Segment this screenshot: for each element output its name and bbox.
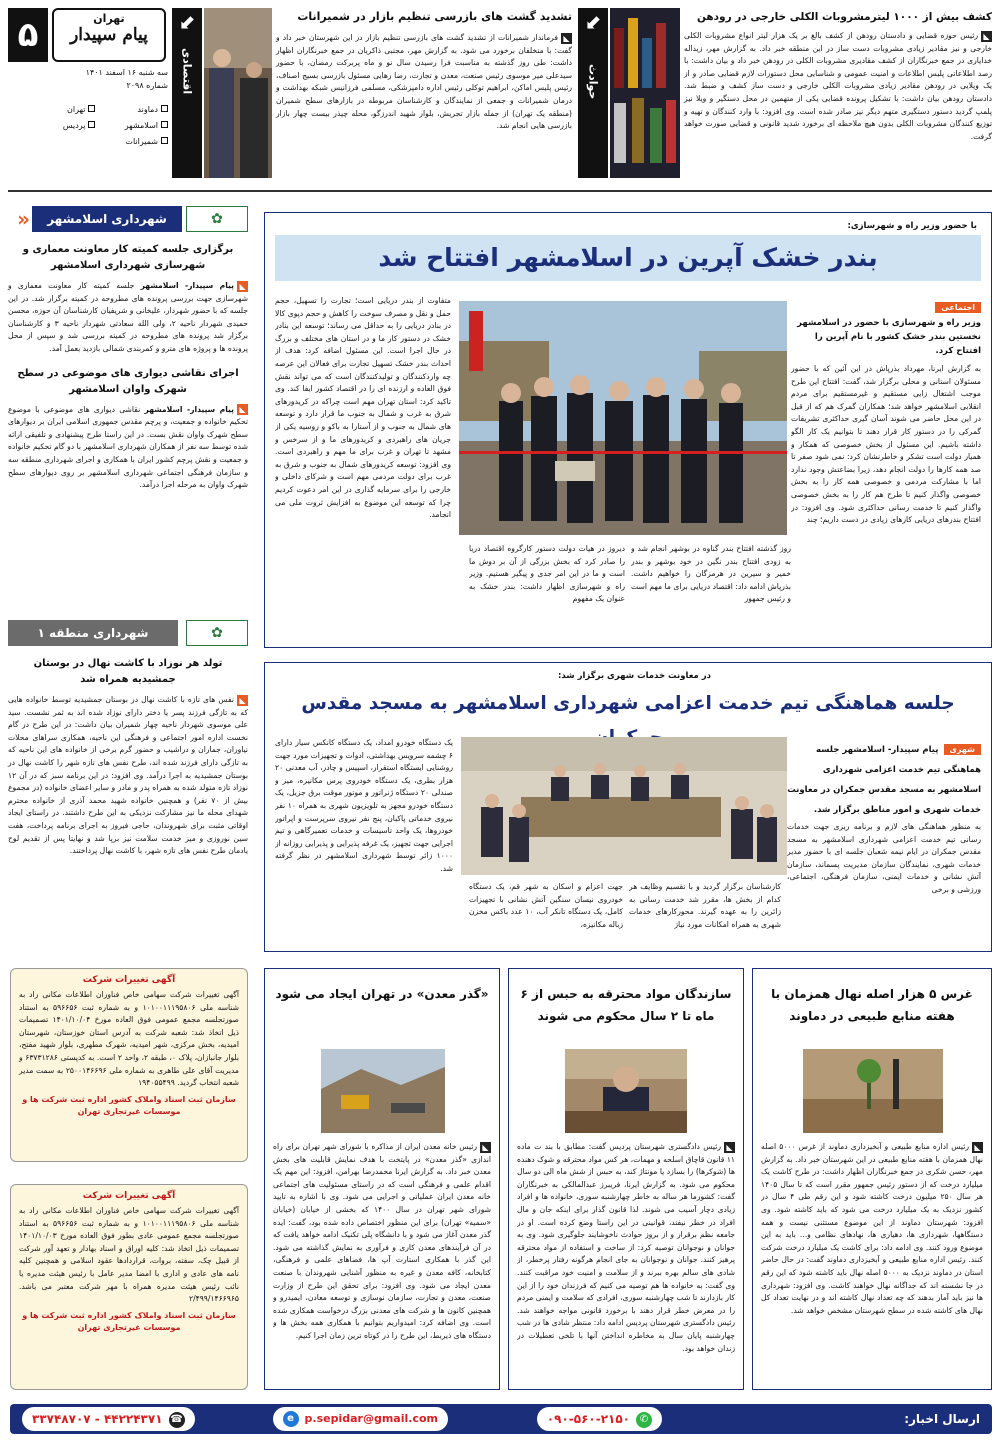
- footer-email[interactable]: e p.sepidar@gmail.com: [273, 1407, 448, 1431]
- phone-icon: ☎: [169, 1412, 185, 1428]
- story-saplings-damavand: غرس ۵ هزار اصله نهال همزمان با هفته منابع طبیعی در دماوند ◣رئیس اداره منابع طبیعی و آبخیزداری دماوند از غرس ۵۰۰۰ اصله نهال همزمان با هفته منابع طبیعی در این شهرستان خبر داد. به گزارش مهر، حسن شکری در جمع خبرنگاران اظهار داشت: در طرح کاشت یک میلیارد درخت که از دستور رئیس جمهور مقرر است که تا سال ۱۴۰۵ هر سال ۲۵۰ میلیون درخت کاشته شود و این رقم طی ۴ سال در کشور نزدیک به یک میلیارد درخت می شود که باید کاشته شود. وی افزود: شهرستان دماوند از این موضوع مستثنی نیست و همه دستگاهها، شهرداری ها، دهیاری ها، نهادهای نظامی و... باید به این موضوع ورود کنند. وی ادامه داد: برای کاشت یک میلیارد درخت شرکت کنند. رئیس اداره منابع طبیعی و آبخیزداری دماوند گفت: در حال حاضر استان در دماوند نزدیک به ۵۰۰۰ اصله نهال باید کاشته شود که این رقم در جا نشسته اند که جداگانه نهال خواهند کاشت. وی افزود: شهرداری ها نیز باید آمار بدهند که چه تعداد نهال کاشته اند و در نهایت تعداد کل نهال های کاشته شده در سطح شهرستان مشخص خواهد شد.: [752, 968, 992, 1390]
- story-bullet-icon: ◣: [480, 1142, 491, 1153]
- sapling-planting-photo: [803, 1049, 943, 1133]
- jamkaran-meeting-photo: [461, 737, 787, 875]
- issue-date: سه شنبه ۱۶ اسفند ۱۴۰۱: [85, 68, 168, 77]
- ad-title: آگهی تغییرات شرکت: [82, 1191, 176, 1201]
- sidebar-islamshahr: « شهرداری اسلامشهر ✿ برگزاری جلسه کمیته کار معاونت معماری و شهرسازی شهرداری اسلامشهر ◣پیام سپیدار- اسلامشهر جلسه کمیته کار معاونت معماری و شهرسازی جهت بررسی پرونده های مطروحه در کمیته برگزار شد. در این جلسه که با حضور شهردار، علیخانی و شریفیان کارشناسان آن حوزه، محسن حمیدی شهردار ناحیه ۲، ولی الله سعادتی شهردار ناحیه ۳ و کارشناسان برگزار شد پرونده های مطروحه در کمیته بررسی شد و سپس از محل پرونده ها و پروژه های مترو و کمربندی شمالی بازدید بعمل آمد. اجرای نقاشی دیواری های موضوعی در سطح شهرک واوان اسلامشهر ◣پیام سپیدار- اسلامشهر نقاشی دیواری های موضوعی با موضوع تحکیم خانواده و جمعیت، و پرچم مقدس جمهوری اسلامی ایران بر دیوارهای سطح شهرک واوان نقش بست. در این راستا طرح پیشنهادی و تلفیقی ارائه شده توسط سه نفر از همکاران شهرداری اسلامشهر با دو گام تحکیم خانواده و جمعیت و نقش پرچم کشور ایران با همکاری و اجرای شهرداری منطقه سه و سازمان فرهنگی اجتماعی شهرداری اسلامشهر بر روی دیوارهای سطح شهرک واوان به مرحله اجرا درآمد.: [8, 207, 248, 490]
- region1-logo-icon: ✿: [186, 620, 248, 646]
- story-mining-passage: «گذر معدن» در تهران ایجاد می شود ◣رئیس خانه معدن ایران از مذاکره با شورای شهر تهران برای راه اندازی «گذر معدن» در پایتخت با هدف نمایش قابلیت های بخش معدن خبر داد. به گزارش ایرنا محمدرضا بهرامن، افزود: این مهم یک اقدام علمی و فرهنگی است که در راستای مسئولیت های اجتماعی خانه معدن ایران عملیاتی و اجرایی می شود. وی با اشاره به تایید شورای شهر تهران در سال ۱۴۰۰ که بخشی از خیابان (خیابان «سمیه» تهران) برای این منظور اختصاص داده شده بود، گفت: ایده گذر معدن آغاز می شود و با دانشگاه پلی تکنیک ادامه خواهد یافت که در آن فرآیندهای معدن کاری و فرآوری به نمایش گذاشته می شود. این گذر با همکاری استارت آپ ها، فضاهای علمی و فرهنگی، کتابخانه، کافه معدن و غیره به منظور آشنایی شهروندان با صنعت معدن ایجاد می شود. وی افزود: برای تحقق این طرح از وزارت صنعت، معدن و تجارت، سازمان نوسازی و توسعه معادن، ایمیدرو و همچنین کانون ها و شرکت های معدنی بزرگ درخواست همکاری شده است. وی اضافه کرد: امیدواریم بتوانیم با همکاری همه بخش ها و دستگاه های ذیربط، این طرح را در کوتاه ترین زمان اجرا کنیم.: [264, 968, 500, 1390]
- story-market-inspection: تشدید گشت های بازرسی تنظیم بازار در شمیرانات ◣فرماندار شمیرانات از تشدید گشت های بازرسی تنظیم بازار در این شهرستان خبر داد و گفت: با متخلفان برخورد می شود. به گزارش مهر، مجتبی ذاکریان در جمع خبرنگاران اظهار داشت: طی روز گذشته به مناسبت فرا رسیدن سال نو و ماه پربرکت رمضان، با حضور سیدعلی میر موسوی رئیس صنعت، معدن و تجارت، رضا رهایی مسئول بازرسی بسیج اصناف، رئیس پلیس اماکن، ابراهیم توکلی رئیس اداره دامپزشکی، مسلمی فرزانیس شبکه بهداشت و درمان شمیرانات و جمعی از نمایندگان و کارشناسان مربوطه در بازارهای سطح شمیران (منطقه یک تهران) از جمله بازار تجریش، بلوار شهید اندرزگو، محله چیذر بیست چهار بازار بازرسی هایی انجام شد.: [276, 10, 572, 131]
- sidebar-region1: شهرداری منطقه ۱ ✿ تولد هر نوزاد با کاشت نهال در بوستان جمشیدیه همراه شد ◣نفس های تازه با کاشت نهال در بوستان جمشیدیه توسط خانواده هایی که به تازگی فرزند پسر یا دختر دارای نوزاد شده اند به ثمر نشست. سید علی موسوی شهردار ناحیه چهار شمیران بیان داشت: در این طرح در گام نخست اداره امور اجتماعی و فرهنگی این ناحیه، همکاری سراهای محلات نیاوران، جماران و دراشیب و حضور گرم برخی از خانواده های این ناحیه که به تازگی دارای فرزند شده اند، طرح نفس های تازه شهر را کاشت نهال در بوستان جمشیدیه به اجرا درآمد. وی افزود: در این برنامه سبز که در آن ۱۲ نوزاد تازه متولد شده به همراه پدر و مادر و سایر اعضای خانواده (در مجموع بیش از ۷۰ نفر) و همچنین خانواده شهید محمد آذری از خانواده محترم شهدای محله ما نیز مشارکت نزدیکی به این طرح داشتند. در راستای ایجاد اوقاتی مثبت برای شهروندان، حاجی فیروز به اجرای برنامه پرداخت، هفت سین نوروزی و میز خدمت سلامت نیز برپا شد و نهایتا پس از تقدیم لوح یادمان طرح نفس های تازه شهر، با کاشت نهال پرداختند.: [8, 620, 248, 950]
- story-bullet-icon: ◣: [724, 1142, 735, 1153]
- mine-site-photo: [321, 1049, 445, 1133]
- islamshahr-header: « شهرداری اسلامشهر ✿: [8, 206, 248, 232]
- story-headline: جلسه هماهنگی تیم خدمت اعزامی شهرداری اسلامشهر به مسجد مقدس: [301, 693, 955, 714]
- category-tag: اجتماعی: [935, 302, 981, 313]
- ad-title: آگهی تغییرات شرکت: [82, 975, 176, 985]
- story-title: برگزاری جلسه کمیته کار معاونت معماری و شهرسازی شهرداری اسلامشهر: [22, 244, 234, 271]
- footer-label: ارسال اخبار:: [904, 1412, 980, 1426]
- page-number: ۵: [8, 8, 48, 62]
- story-bullet-icon: ◣: [237, 281, 248, 292]
- footer-whatsapp[interactable]: ✆۰۹۰-۵۶۰-۲۱۵۰: [537, 1407, 662, 1431]
- section-strip-economy: ⬋ اقتصادی: [172, 8, 202, 178]
- story-alcohol-seizure: کشف بیش از ۱۰۰۰ لیترمشروبات الکلی خارجی در رودهن ◣رئیس حوزه قضایی و دادستان رودهن از کشف بالغ بر یک هزار لیتر انواع مشروبات الکلی خارجی و نیز مقادیر زیادی مشروبات دست ساز در این منطقه خبر داد. به گزارش مهر، زیداله خدایاری در جمع خبرنگاران از کشف مقادیری مشروبات الکلی در رودهن خبر داد و بیان داشت: با رصد اطلاعاتی پلیس اطلاعات و امنیت عمومی و شناسایی محل دستورات لازم قضایی صادر و از یک ویلایی در رودهن مقادیر زیادی مشروبات الکلی خارجی و دست ساز کشف و ضبط شد. دادستان رودهن بیان داشت: با تشکیل پرونده قضایی یکی از متهمین در محل دستگیر و ویلا نیز پلمپ گردید دستور دستگیری متهم دیگر نیز صادر شده است. وی افزود: با وارد کنندگان و تهیه و توزیع کنندگان مشروبات الکلی بدون هیچ ملاحظه ای برخورد شدید قانونی و قضایی صورت خواهد گرفت.: [684, 8, 992, 180]
- headline-banner: [275, 235, 981, 281]
- story-title: اجرای نقاشی دیواری های موضوعی در سطح شهرک واوان اسلامشهر: [17, 367, 239, 395]
- district-list: دماوند تهران اسلامشهر پردیس شمیرانات: [18, 102, 168, 150]
- alcohol-seizure-photo: [610, 8, 680, 178]
- masthead-logo: تهران پیام سپیدار: [52, 8, 166, 62]
- ad-footer: سازمان ثبت اسناد واملاک کشور اداره ثبت شرکت ها و موسسات غیرتجاری تهران: [22, 1094, 236, 1116]
- main-story-jamkaran: در معاونت خدمات شهری برگزار شد: جلسه هماهنگی تیم خدمت اعزامی شهرداری اسلامشهر به مسجد مقدس شهری پیام سپیدار- اسلامشهر جلسه هماهنگی تیم خدمت اعزامی شهرداری اسلامشهر به مسجد مقدس جمکران در معاونت خدمات شهری و امور مناطق برگزار شد. به منظور هماهنگی های لازم و برنامه ریزی جهت خدمات رسانی تیم خدمت اعزامی شهرداری اسلامشهر به مسجد مقدس جمکران در ایام نیمه شعبان جلسه ای با حضور مدیر خدمات شهری، نمایندگان سازمان مدیریت پسماند، سازمان آتش نشانی و خدمات ایمنی، سازمان فرهنگی، اجتماعی، ورزشی و برخی کارشناسان برگزار گردید و با تقسیم وظایف هر کدام از بخش ها، مقرر شد خدمت رسانی به زائرین را به عهده گیرند. محورکارهای خدمات شهری به همراه امکانات مورد نیاز جهت اعزام و اسکان به شهر قم، یک دستگاه خودروی نیسان سنگین آتش نشانی با تجهیزات کامل، یک دستگاه تانکر آب، ۱۰ عدد باکس مخزن زباله مکانیزه، یک دستگاه خودرو امداد، یک دستگاه کانکس سیار دارای ۶ چشمه سرویس بهداشتی، ادوات و تجهیزات مورد جهت روشنایی ایستگاه استقرار، اسپیس و چادر، آب معدنی ۲۰ هزار بطری، یک دستگاه خودروی پرس مکانیزه، میز و صندلی ۲۰ دستگاه ژنراتور و موتور موقت برق جزیل، یک دستگاه خودرو مجهز به تلویزیون شهری به همراه ۱۰ نفر نیروی خدماتی پاکبان، پنج نفر نیروی سرپرست و اپراتور خودروها، یک واحد تاسیسات و خدمات تعمیرگاهی و تیم اجرایی جهت تجهیز، یک غرفه پذیرایی و پذیرایی روزانه از ۱۰۰۰ زائر توسط شهرداری اسلامشهر در نظر گرفته شد.: [264, 662, 992, 952]
- dry-port-opening-photo: [459, 301, 787, 535]
- footer-phone[interactable]: ☎۴۴۲۲۴۳۷۱ - ۳۳۷۴۸۷۰۷: [22, 1407, 195, 1431]
- category-tag: شهری: [944, 744, 981, 755]
- story-lead-box: شهری پیام سپیدار- اسلامشهر جلسه هماهنگی تیم خدمت اعزامی شهرداری اسلامشهر به مسجد مقدس جمکران در معاونت خدمات شهری و امور مناطق برگزار شد.: [787, 745, 981, 815]
- story-lead-box: اجتماعی وزیر راه و شهرسازی با حضور در اسلامشهر نخستین بندر خشک کشور با نام آپرین را افتتاح کرد.: [797, 303, 981, 356]
- story-bullet-icon: ◣: [981, 31, 992, 42]
- story-title: کشف بیش از ۱۰۰۰ لیترمشروبات الکلی خارجی در رودهن: [696, 11, 992, 23]
- story-bullet-icon: ◣: [237, 695, 248, 706]
- issue-number: شماره ۲۰۹۸: [126, 81, 168, 90]
- ad-box-1: آگهی تغییرات شرکت آگهی تغییرات شرکت سهامی خاص فناوران اطلاعات مکانی راد به شناسه ملی ۱۰۱۰۰۱۱۱۹۵۸۰۶ و به شماره ثبت ۵۹۶۶۵۶ به استناد صورتجلسه مجمع عمومی فوق العاده مورخ ۱۴۰۱/۱۰/۰۴ تصمیمات ذیل اتخاذ شد: شعبه شرکت به آدرس استان خوزستان، شهرستان امیدیه، بخش مرکزی، شهر امیدیه، شهرک مطهری، بلوار شهید مفتح، بلوار جانبازان، پلاک ۰، طبقه ۲، واحد ۲ است. به کدپستی ۶۳۷۳۱۲۸۶ و مدیریت آقای علی طاهری به شماره ملی ۲۵۰۰۱۴۶۶۹۶ به سمت مدیر شعبه انتخاب گردید. ۱۹۴۰۵۵۴۹۹ سازمان ثبت اسناد واملاک کشور اداره ثبت شرکت ها و موسسات غیرتجاری تهران: [10, 968, 248, 1162]
- ad-box-2: آگهی تغییرات شرکت آگهی تغییرات شرکت سهامی خاص فناوران اطلاعات مکانی راد به شناسه ملی ۱۰۱۰۰۱۱۱۹۵۸۰۶ و به شماره ثبت ۵۹۶۶۵۶ به استناد صورتجلسه مجمع عمومی عادی بطور فوق العاده مورخ ۱۴۰۱/۱۰/۰۳ تصمیمات ذیل اتخاذ شد: کلیه اوراق و اسناد بهادار و تعهد آور شرکت از قبیل چک، سفته، بروات، قراردادها عقود اسلامی و همچنین کلیه نامه های عادی و اداری با امضا مدیر عامل با رئیس هیئت مدیره یا نائب رئیس هیئت مدیره همراه با مهر شرکت معتبر می باشد. ۲/۴۹۹/۱۴۶۶۹۶۵ سازمان ثبت اسناد واملاک کشور اداره ثبت شرکت ها و موسسات غیرتجاری تهران: [10, 1184, 248, 1390]
- story-title: تولد هر نوزاد با کاشت نهال در بوستان جمشیدیه همراه شد: [33, 658, 223, 685]
- story-headline: بندر خشک آپرین در اسلامشهر افتتاح شد: [378, 243, 878, 272]
- story-title: تشدید گشت های بازرسی تنظیم بازار در شمیرانات: [297, 10, 572, 23]
- masthead: [8, 8, 168, 178]
- story-bullet-icon: ◣: [561, 33, 572, 44]
- story-bullet-icon: ◣: [972, 1142, 983, 1153]
- section-strip-incidents: ⬋ حوادث: [578, 8, 608, 178]
- story-title: «گذر معدن» در تهران ایجاد می شود: [275, 987, 489, 1001]
- story-kicker: در معاونت خدمات شهری برگزار شد:: [557, 671, 711, 681]
- whatsapp-icon: ✆: [636, 1412, 652, 1428]
- story-bullet-icon: ◣: [237, 404, 248, 415]
- story-kicker: با حضور وزیر راه و شهرسازی:: [847, 221, 977, 231]
- region1-header: شهرداری منطقه ۱ ✿: [8, 620, 248, 646]
- ad-footer: سازمان ثبت اسناد واملاک کشور اداره ثبت شرکت ها و موسسات غیرتجاری تهران: [22, 1310, 236, 1332]
- judiciary-chief-photo: [565, 1049, 687, 1133]
- story-fireworks-makers: سازندگان مواد محترقه به حبس از ۶ ماه تا ۲ سال محکوم می شوند ◣رئیس دادگستری شهرستان پردیس گفت: مطابق با بند ت ماده ۱۱ قانون قاچاق اسلحه و مهمات، هر کس مواد محترقه و شوک دهنده ها (شوکرها) را بسازد یا مونتاژ کند، به حبس از شش ماه الی دو سال محکوم می شود. به گزارش ایرنا، فریبرز عبدالمالکی به خبرنگاران گفت: کشورما هر ساله به خاطر چهارشنبه سوری، خانواده ها و افراد زیادی دچار آسیب می شوند. لذا قانون گذار برای اینکه جان و مال افراد در خطر نیفتد، قوانینی در این راستا وضع کرده است. او در جامعه نظم برقرار و از بروز حوادث ناخوشایند جلوگیری شود. وی به جوانان و نوجوانان توصیه کرد: از ساخت و استفاده از مواد محترقه پرهیز کنند. جوانان و نوجوانان به جای انجام هرگونه رفتار پرخطر، از شادی های سالم بهره ببرند و از سلامت و امنیت خود مراقبت کنند. وی گفت: به خانواده ها هم توصیه می کنیم که فرزندان خود را از این کار بازدارند تا شب چهارشنبه سوری، افرادی که سلامت و ایمنی مردم را در معرض خطر قرار دهند با برخورد قانونی مواجه خواهند شد. رئیس دادگستری شهرستان پردیس ادامه داد: منتظر شادی ها در شب چهارشنبه پایان سال به مخاطره انداختن آنها با تلخی تعطیلات در زندان خواهد بود.: [508, 968, 744, 1390]
- story-title: سازندگان مواد محترقه به حبس از ۶ ماه تا ۲ سال محکوم می شوند: [520, 987, 732, 1023]
- islamshahr-logo-icon: ✿: [186, 206, 248, 232]
- market-inspection-photo: [204, 8, 272, 178]
- contact-footer: [10, 1404, 992, 1434]
- main-story-dry-port: با حضور وزیر راه و شهرسازی: بندر خشک آپرین در اسلامشهر افتتاح شد اجتماعی وزیر راه و شهرسازی با حضور در اسلامشهر نخستین بندر خشک کشور با نام آپرین را افتتاح کرد. به گزارش ایرنا، مهرداد بذرپاش در این آئین که با حضور مسئولان استانی و محلی برگزار شد، گفت: افتتاح این طرح موجب اشتغال زایی مستقیم و غیرمستقیم برای مردم انقلابی اسلامشهر خواهد شد؛ همکاران گمرک هم که از قبل در این محل حاضر می شوند آسان گیری حداکثری تشریفات گمرکی را در دستور کار قرار دهند تا بتوانیم یک کار الگو داشته باشیم. این مسئول از بخش خصوصی که همکار و همیار دولت است تشکر و خاطرنشان کرد: نمی شود صفر تا صد همه کارها را دولت انجام دهد، زیرا بضاعتش وجود ندارد اما با مشارکت مردمی و خصوصی همه کار را به بخش خصوصی واگذار کنیم تا طرح هم کار را به بخش خصوصی واگذار کنیم تا خدمت رسانی حداکثری شود. وی افزود: در افتتاح بندرهای دریایی کارهای زیادی در دست داریم؛ چند روز گذشته افتتاح بندر گناوه در بوشهر انجام شد و به زودی افتتاح بندر نگین در خود بوشهر و بندر خمیر و سیرین در هرمزگان را خواهیم داشت. بذرپاش ادامه داد: اقتصاد دریایی برای ما مهم است و رئیس جمهور دیروز در هیات دولت دستور کارگروه اقتصاد دریا را صادر کرد که بخش بزرگی از آن بر دوش ما است و ما در این امر جدی و پیگیر هستیم. وزیر راه و شهرسازی اظهار داشت: بندر خشک به عنوان یک مفهوم متفاوت از بندر دریایی است؛ تجارت را تسهیل، حجم حمل و نقل و مصرف سوخت را کاهش و حجم دپوی کالا در بنادر دریایی را به حداقل می رساند؛ توسعه این بنادر خشک در دستور کار ما و در استان های مختلف و بزرگ در حال اجرا است. این مسئول اضافه کرد: هدف از احداث بندر خشک تسهیل تجارت برای فعالان این عرصه چه واردکنندگان و تولیدکنندگان است که می تواند نقش فوق العاده و ارزنده ای را در اقتصاد کشور ایفا کند. وی تاکید کرد: استان تهران مهم است چراکه در کریدورهای شرق به غرب و شمال به جنوب ما قرار دارد و توسعه های شمال به جنوب و از آستارا به باکو و روسیه یکی از جریان های راهبردی و کریدورهای ما و از سرخس و مشهد تا تهران و غرب برای ما مهم و راهبردی است. وی افزود: توسعه کریدورهای شمال به جنوب و شرق به غرب برای دولت مردمی مهم است و شرکای داخلی و خارجی را برای سرمایه گذاری در این امر دعوت کردیم چرا که توسعه این موضوع به افزایش ثروت ملی می انجامد.: [264, 212, 992, 648]
- story-title: غرس ۵ هزار اصله نهال همزمان با هفته منابع طبیعی در دماوند: [771, 987, 973, 1023]
- email-icon: e: [283, 1411, 299, 1427]
